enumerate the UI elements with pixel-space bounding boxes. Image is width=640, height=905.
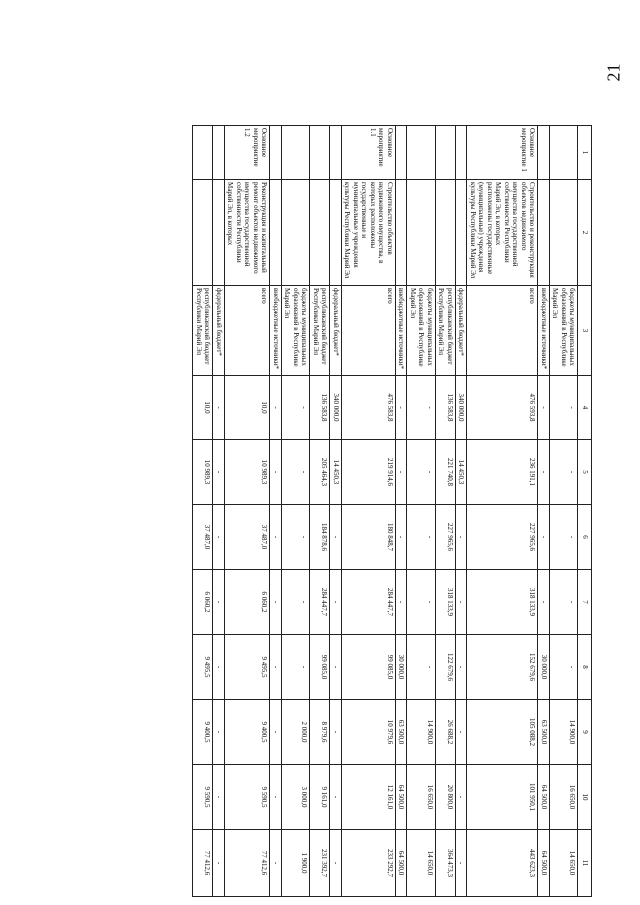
amount-cell: - xyxy=(330,635,342,700)
amount-cell: - xyxy=(282,376,311,440)
amount-cell: 16 650,0 xyxy=(407,765,436,830)
activity-cell xyxy=(270,126,282,180)
amount-cell: 10,0 xyxy=(193,376,213,440)
amount-cell: 14 650,0 xyxy=(550,830,579,897)
amount-cell: 63 500,0 xyxy=(538,700,550,765)
amount-cell: - xyxy=(213,765,225,830)
amount-cell: 284 447,7 xyxy=(310,570,330,635)
amount-cell: 6 060,2 xyxy=(193,570,213,635)
amount-cell: 219 914,6 xyxy=(342,440,396,505)
amount-cell: 10 989,3 xyxy=(193,440,213,505)
budget-table xyxy=(193,125,593,897)
amount-cell: 30 000,0 xyxy=(538,635,550,700)
amount-cell: 180 848,7 xyxy=(342,505,396,570)
activity-name-cell: Строительство и реконструкция объектов недвижимого имущества государственной собственности Республики Марий Эл, в которых расположены государственные (муниципальные) учреждения культуры Республики Марий Эл xyxy=(467,180,538,286)
amount-cell: - xyxy=(330,765,342,830)
amount-cell: 99 085,0 xyxy=(310,635,330,700)
funding-source-cell: бюджеты муниципальных образований в Республике Марий Эл xyxy=(282,286,311,376)
activity-name-cell xyxy=(282,180,311,286)
activity-name-cell xyxy=(193,180,213,286)
amount-cell: - xyxy=(213,635,225,700)
amount-cell: - xyxy=(270,570,282,635)
table-row xyxy=(407,126,436,897)
amount-cell: - xyxy=(396,376,408,440)
activity-cell xyxy=(456,126,468,180)
funding-source-cell: федеральный бюджет* xyxy=(456,286,468,376)
amount-cell: 14 450,3 xyxy=(330,440,342,505)
amount-cell: 14 900,0 xyxy=(550,700,579,765)
amount-cell: - xyxy=(538,570,550,635)
column-header: 1 xyxy=(578,126,592,180)
activity-name-cell xyxy=(550,180,579,286)
table-body xyxy=(193,126,578,897)
amount-cell: 184 878,6 xyxy=(310,505,330,570)
column-header: 9 xyxy=(578,700,592,765)
amount-cell: - xyxy=(407,570,436,635)
amount-cell: - xyxy=(213,440,225,505)
column-number-row xyxy=(578,126,592,897)
amount-cell: 9 590,5 xyxy=(225,765,271,830)
amount-cell: 77 412,6 xyxy=(225,830,271,897)
activity-cell xyxy=(538,126,550,180)
amount-cell: - xyxy=(270,830,282,897)
amount-cell: - xyxy=(456,700,468,765)
rotated-table-sheet xyxy=(185,125,592,896)
funding-source-cell: республиканский бюджет Республики Марий Эл xyxy=(436,286,456,376)
column-header: 11 xyxy=(578,830,592,897)
amount-cell: 9 495,5 xyxy=(193,635,213,700)
amount-cell: 8 979,6 xyxy=(310,700,330,765)
amount-cell: 364 473,3 xyxy=(436,830,456,897)
amount-cell: - xyxy=(270,765,282,830)
amount-cell: 26 688,2 xyxy=(436,700,456,765)
amount-cell: - xyxy=(407,440,436,505)
amount-cell: 9 400,5 xyxy=(225,700,271,765)
amount-cell: 227 965,6 xyxy=(436,505,456,570)
amount-cell: - xyxy=(213,830,225,897)
amount-cell: - xyxy=(550,570,579,635)
amount-cell: - xyxy=(396,505,408,570)
table-row xyxy=(538,126,550,897)
activity-name-cell xyxy=(436,180,456,286)
column-header: 10 xyxy=(578,765,592,830)
amount-cell: - xyxy=(270,440,282,505)
activity-name-cell xyxy=(396,180,408,286)
amount-cell: 20 800,0 xyxy=(436,765,456,830)
activity-name-cell xyxy=(330,180,342,286)
amount-cell: 37 487,0 xyxy=(193,505,213,570)
amount-cell: 318 133,9 xyxy=(436,570,456,635)
funding-source-cell: всего xyxy=(225,286,271,376)
amount-cell: 9 400,5 xyxy=(193,700,213,765)
amount-cell: 284 447,7 xyxy=(342,570,396,635)
amount-cell: 63 500,0 xyxy=(396,700,408,765)
activity-cell: Основное мероприятие 1.1 xyxy=(342,126,396,180)
amount-cell: - xyxy=(270,700,282,765)
amount-cell: - xyxy=(282,635,311,700)
amount-cell: - xyxy=(456,830,468,897)
table-row xyxy=(270,126,282,897)
amount-cell: - xyxy=(213,570,225,635)
amount-cell: 2 000,0 xyxy=(282,700,311,765)
table-row xyxy=(550,126,579,897)
column-header: 5 xyxy=(578,440,592,505)
amount-cell: - xyxy=(538,505,550,570)
amount-cell: 1 900,0 xyxy=(282,830,311,897)
amount-cell: 12 161,0 xyxy=(342,765,396,830)
amount-cell: - xyxy=(330,505,342,570)
amount-cell: 10,0 xyxy=(225,376,271,440)
activity-cell xyxy=(436,126,456,180)
activity-cell xyxy=(193,126,213,180)
amount-cell: 30 000,0 xyxy=(396,635,408,700)
amount-cell: - xyxy=(213,700,225,765)
amount-cell: 122 679,6 xyxy=(436,635,456,700)
amount-cell: 236 191,1 xyxy=(467,440,538,505)
activity-cell xyxy=(330,126,342,180)
amount-cell: - xyxy=(282,505,311,570)
activity-name-cell: Строительство объектов недвижимого имущества, в которых расположены государственные и муниципальные учреждения культуры Республики Марий Эл xyxy=(342,180,396,286)
amount-cell: - xyxy=(407,635,436,700)
activity-cell xyxy=(407,126,436,180)
table-row xyxy=(282,126,311,897)
amount-cell: - xyxy=(550,505,579,570)
funding-source-cell: внебюджетные источники* xyxy=(270,286,282,376)
amount-cell: 14 650,0 xyxy=(407,830,436,897)
table-row xyxy=(225,126,271,897)
amount-cell: 64 500,0 xyxy=(396,765,408,830)
amount-cell: - xyxy=(456,765,468,830)
amount-cell: - xyxy=(270,505,282,570)
column-header: 4 xyxy=(578,376,592,440)
page-number: 21 xyxy=(603,63,624,82)
amount-cell: - xyxy=(330,700,342,765)
funding-source-cell: республиканский бюджет Республики Марий Эл xyxy=(193,286,213,376)
column-header: 8 xyxy=(578,635,592,700)
amount-cell: - xyxy=(456,570,468,635)
activity-cell xyxy=(550,126,579,180)
activity-name-cell xyxy=(213,180,225,286)
funding-source-cell: внебюджетные источники* xyxy=(538,286,550,376)
activity-cell: Основное мероприятие 1.2 xyxy=(225,126,271,180)
amount-cell: 77 412,6 xyxy=(193,830,213,897)
amount-cell: - xyxy=(330,830,342,897)
amount-cell: 105 088,2 xyxy=(467,700,538,765)
amount-cell: - xyxy=(550,635,579,700)
funding-source-cell: всего xyxy=(467,286,538,376)
amount-cell: 64 500,0 xyxy=(396,830,408,897)
amount-cell: - xyxy=(282,440,311,505)
funding-source-cell: бюджеты муниципальных образований в Республике Марий Эл xyxy=(550,286,579,376)
amount-cell: 136 583,8 xyxy=(436,376,456,440)
column-header: 3 xyxy=(578,286,592,376)
funding-source-cell: бюджеты муниципальных образований в Республике Марий Эл xyxy=(407,286,436,376)
amount-cell: 9 590,5 xyxy=(193,765,213,830)
amount-cell: 37 487,0 xyxy=(225,505,271,570)
amount-cell: 340 000,0 xyxy=(330,376,342,440)
funding-source-cell: федеральный бюджет* xyxy=(330,286,342,376)
amount-cell: - xyxy=(213,376,225,440)
amount-cell: - xyxy=(396,570,408,635)
funding-source-cell: федеральный бюджет* xyxy=(213,286,225,376)
table-row xyxy=(213,126,225,897)
table-row xyxy=(330,126,342,897)
table-row xyxy=(467,126,538,897)
amount-cell: 340 000,0 xyxy=(456,376,468,440)
amount-cell: 14 450,3 xyxy=(456,440,468,505)
table-row xyxy=(193,126,213,897)
amount-cell: 233 292,7 xyxy=(342,830,396,897)
funding-source-cell: внебюджетные источники* xyxy=(396,286,408,376)
activity-name-cell xyxy=(456,180,468,286)
amount-cell: 221 740,8 xyxy=(436,440,456,505)
table-row xyxy=(310,126,330,897)
amount-cell: 101 950,1 xyxy=(467,765,538,830)
activity-name-cell xyxy=(538,180,550,286)
amount-cell: 10 979,6 xyxy=(342,700,396,765)
amount-cell: 64 500,0 xyxy=(538,765,550,830)
activity-cell xyxy=(213,126,225,180)
amount-cell: - xyxy=(407,505,436,570)
amount-cell: 3 000,0 xyxy=(282,765,311,830)
amount-cell: - xyxy=(550,440,579,505)
amount-cell: - xyxy=(330,570,342,635)
amount-cell: 136 583,8 xyxy=(310,376,330,440)
amount-cell: 476 593,8 xyxy=(467,376,538,440)
amount-cell: - xyxy=(282,570,311,635)
amount-cell: 99 085,0 xyxy=(342,635,396,700)
amount-cell: - xyxy=(270,635,282,700)
activity-name-cell xyxy=(310,180,330,286)
amount-cell: 443 623,3 xyxy=(467,830,538,897)
amount-cell: - xyxy=(456,505,468,570)
activity-name-cell xyxy=(270,180,282,286)
amount-cell: 64 500,0 xyxy=(538,830,550,897)
table-row xyxy=(396,126,408,897)
amount-cell: 205 464,3 xyxy=(310,440,330,505)
column-header: 6 xyxy=(578,505,592,570)
amount-cell: 10 989,3 xyxy=(225,440,271,505)
amount-cell: - xyxy=(538,376,550,440)
amount-cell: 14 900,0 xyxy=(407,700,436,765)
amount-cell: - xyxy=(396,440,408,505)
amount-cell: 476 583,8 xyxy=(342,376,396,440)
amount-cell: - xyxy=(550,376,579,440)
amount-cell: - xyxy=(538,440,550,505)
table-row xyxy=(436,126,456,897)
activity-cell: Основное мероприятие 1 xyxy=(467,126,538,180)
amount-cell: 227 965,6 xyxy=(467,505,538,570)
activity-name-cell xyxy=(407,180,436,286)
amount-cell: 152 679,6 xyxy=(467,635,538,700)
table-row xyxy=(456,126,468,897)
amount-cell: 16 650,0 xyxy=(550,765,579,830)
amount-cell: - xyxy=(213,505,225,570)
column-header: 7 xyxy=(578,570,592,635)
table-row xyxy=(342,126,396,897)
column-header: 2 xyxy=(578,180,592,286)
amount-cell: - xyxy=(270,376,282,440)
activity-name-cell: Реконструкция и капитальный ремонт объектов недвижимого имущества государственной собственности Республики Марий Эл, в которых xyxy=(225,180,271,286)
funding-source-cell: всего xyxy=(342,286,396,376)
funding-source-cell: республиканский бюджет Республики Марий Эл xyxy=(310,286,330,376)
activity-cell xyxy=(282,126,311,180)
amount-cell: 9 495,5 xyxy=(225,635,271,700)
amount-cell: - xyxy=(407,376,436,440)
activity-cell xyxy=(310,126,330,180)
amount-cell: 318 133,9 xyxy=(467,570,538,635)
amount-cell: 6 060,2 xyxy=(225,570,271,635)
amount-cell: 9 161,0 xyxy=(310,765,330,830)
activity-cell xyxy=(396,126,408,180)
amount-cell: - xyxy=(456,635,468,700)
amount-cell: 231 392,7 xyxy=(310,830,330,897)
